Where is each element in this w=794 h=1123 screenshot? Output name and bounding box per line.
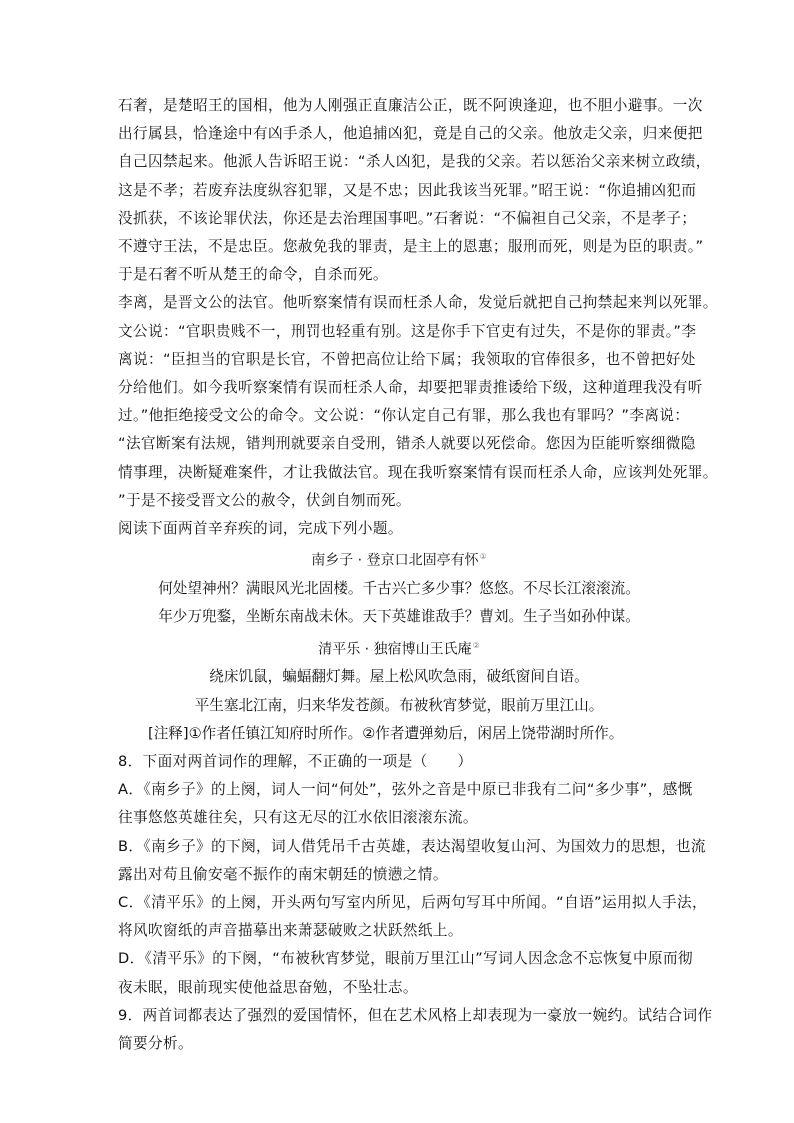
text-line: 过。”他拒绝接受文公的命令。文公说：“你认定自己有罪，那么我也有罪吗？”李离说： xyxy=(118,407,690,425)
text-line: 于是石奢不听从楚王的命令，自杀而死。 xyxy=(118,266,388,284)
question-stem: 9．两首词都表达了强烈的爱国情怀，但在艺术风格上却表现为一豪放一婉约。试结合词作 xyxy=(118,1006,713,1024)
text-line: 分给他们。如今我听察案情有误而枉杀人命，却要把罪责推诿给下级，这种道理我没有听 xyxy=(118,379,703,397)
footnote-mark: ② xyxy=(472,640,480,650)
text-line: 李离，是晋文公的法官。他听察案情有误而枉杀人命，发觉后就把自己拘禁起来判以死罪。 xyxy=(118,294,718,312)
question-stem: 8．下面对两首词作的理解，不正确的一项是（ ） xyxy=(118,752,473,770)
reading-instruction xyxy=(118,515,680,543)
poem-nanxiangzi xyxy=(118,543,680,631)
poem-title: 清平乐 · 独宿博山王氏庵② xyxy=(318,640,480,658)
option-b-line: B．《南乡子》的下阕，词人借凭吊千古英雄，表达渴望收复山河、为国效力的思想，也流 xyxy=(118,837,706,855)
poem-line: 年少万兜鍪，坐断东南战未休。天下英雄谁敌手？曹刘。生子当如孙仲谋。 xyxy=(158,608,640,626)
story-shishe xyxy=(118,92,711,289)
poem-qingpingyue xyxy=(118,632,680,720)
text-line: 文公说：“官职贵贱不一，刑罚也轻重有别。这是你手下官吏有过失，不是你的罪责。”李 xyxy=(118,322,697,340)
instruction-text: 阅读下面两首辛弃疾的词，完成下列小题。 xyxy=(118,520,403,538)
footnote-mark: ① xyxy=(479,552,487,562)
option-a-line: 往事悠悠英雄往矣，只有这无尽的江水依旧滚滚东流。 xyxy=(118,809,478,827)
text-line: ”于是不接受晋文公的赦令，伏剑自刎而死。 xyxy=(118,491,411,509)
text-line: 情事理，决断疑难案件，才让我做法官。现在我听察案情有误而枉杀人命，应该判处死罪。 xyxy=(118,463,718,481)
option-c-line: 将风吹窗纸的声音描摹出来萧瑟破败之状跃然纸上。 xyxy=(118,922,463,940)
option-a-line: A．《南乡子》的上阕，词人一问“何处”，弦外之音是中原已非我有二问“多少事”，感慨 xyxy=(118,781,693,799)
question-8 xyxy=(118,748,707,1002)
text-line: “法官断案有法规，错判刑就要亲自受刑，错杀人就要以死偿命。您因为臣能听察细微隐 xyxy=(118,435,696,453)
document-page xyxy=(118,92,718,1058)
option-b-line: 露出对苟且偷安毫不振作的南宋朝廷的愤懑之情。 xyxy=(118,865,448,883)
text-line: 没抓获，不该论罪伏法，你还是去治理国事吧。”石奢说：“不偏袒自己父亲，不是孝子； xyxy=(118,209,697,227)
annotation-note: [注释]①作者任镇江知府时所作。②作者遭弹劾后，闲居上饶带湖时所作。 xyxy=(148,724,624,742)
text-line: 自己囚禁起来。他派人告诉昭王说：“杀人凶犯，是我的父亲。若以惩治父亲来树立政绩， xyxy=(118,153,711,171)
text-line: 出行属县，恰逢途中有凶手杀人，他追捕凶犯，竟是自己的父亲。他放走父亲，归来便把 xyxy=(118,125,703,143)
poem-title: 南乡子 · 登京口北固亭有怀① xyxy=(311,552,487,569)
question-stem: 简要分析。 xyxy=(118,1035,193,1053)
option-d-line: D．《清平乐》的下阕，“布被秋宵梦觉，眼前万里江山”写词人因念念不忘恢复中原而彻 xyxy=(118,950,694,968)
poem-line: 何处望神州？满眼风光北固楼。千古兴亡多少事？悠悠。不尽长江滚滚流。 xyxy=(158,580,640,598)
option-c-line: C．《清平乐》的上阕，开头两句写室内所见，后两句写耳中所闻。“自语”运用拟人手法， xyxy=(118,894,707,911)
poem-line: 绕床饥鼠，蝙蝠翻灯舞。屋上松风吹急雨，破纸窗间自语。 xyxy=(209,668,589,686)
option-d-line: 夜未眠，眼前现实使他益思奋勉，不坠壮志。 xyxy=(118,978,418,996)
poem-line: 平生塞北江南，归来华发苍颜。布被秋宵梦觉，眼前万里江山。 xyxy=(194,696,604,714)
text-line: 石奢，是楚昭王的国相，他为人刚强正直廉洁公正，既不阿谀逢迎，也不胆小避事。一次 xyxy=(118,97,703,114)
text-line: 离说：“臣担当的官职是长官，不曾把高位让给下属；我领取的官俸很多，也不曾把好处 xyxy=(118,350,696,368)
text-line: 不遵守王法，不是忠臣。您赦免我的罪责，是主上的恩惠；服刑而死，则是为臣的职责。” xyxy=(118,238,704,256)
text-line: 这是不孝；若废弃法度纵容犯罪，又是不忠；因此我该当死罪。”昭王说：“你追捕凶犯而 xyxy=(118,181,697,199)
question-9 xyxy=(118,1002,713,1058)
story-lili xyxy=(118,289,718,515)
